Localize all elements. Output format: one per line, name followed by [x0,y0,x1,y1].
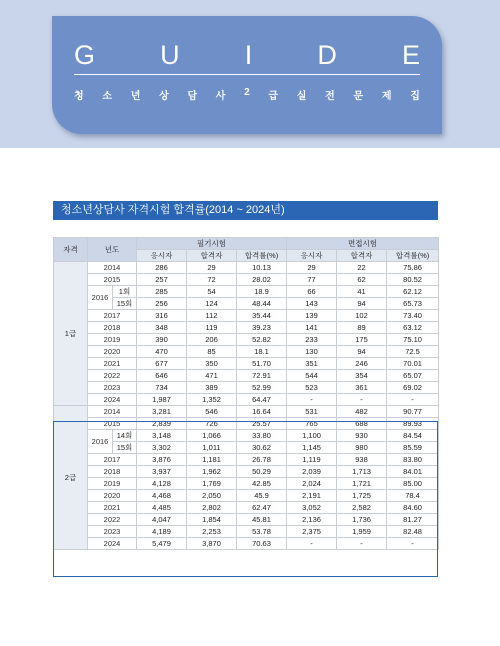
written-rate-cell: 45.81 [237,514,287,526]
written-rate-cell: 52.82 [237,334,287,346]
written-passers-cell: 72 [187,274,237,286]
table-row [54,538,439,550]
written-passers-cell: 1,011 [187,442,237,454]
table-row [54,358,439,370]
session-cell: 14회 [113,430,137,442]
year-cell: 2020 [88,346,137,358]
interview-rate-cell: 90.77 [387,406,439,418]
interview-rate-cell: 65.07 [387,370,439,382]
written-applicants-cell: 286 [137,262,187,274]
written-rate-cell: 10.13 [237,262,287,274]
title-letter: U [160,40,180,70]
interview-rate-cell: 75.86 [387,262,439,274]
table-row [54,346,439,358]
interview-applicants-cell: 130 [287,346,337,358]
subtitle-char: 소 [102,91,113,102]
written-applicants-cell: 5,479 [137,538,187,550]
interview-passers-cell: 1,713 [337,466,387,478]
interview-rate-cell: 72.5 [387,346,439,358]
written-rate-cell: 16.64 [237,406,287,418]
interview-passers-cell: 175 [337,334,387,346]
written-rate-cell: 72.91 [237,370,287,382]
written-passers-cell: 119 [187,322,237,334]
interview-passers-cell: 361 [337,382,387,394]
written-passers-cell: 1,352 [187,394,237,406]
written-applicants-cell: 3,302 [137,442,187,454]
table-row [54,406,439,418]
written-passers-cell: 350 [187,358,237,370]
header-interview: 면접시험 [287,238,439,250]
written-rate-cell: 35.44 [237,310,287,322]
header-interview-passers: 합격자 [337,250,387,262]
title-letter: I [244,40,253,70]
interview-passers-cell: - [337,394,387,406]
written-passers-cell: 112 [187,310,237,322]
session-cell: 15회 [113,298,137,310]
written-applicants-cell: 470 [137,346,187,358]
written-rate-cell: 53.78 [237,526,287,538]
interview-rate-cell: 81.27 [387,514,439,526]
year-cell: 2024 [88,394,137,406]
written-rate-cell: 18.1 [237,346,287,358]
interview-rate-cell: 84.60 [387,502,439,514]
session-cell: 15회 [113,442,137,454]
written-rate-cell: 28.02 [237,274,287,286]
interview-rate-cell: 84.01 [387,466,439,478]
written-applicants-cell: 734 [137,382,187,394]
interview-applicants-cell: 2,375 [287,526,337,538]
guide-title [74,40,420,71]
written-applicants-cell: 3,148 [137,430,187,442]
interview-passers-cell: 89 [337,322,387,334]
interview-applicants-cell: 3,052 [287,502,337,514]
header-year: 년도 [88,238,137,262]
header-written-applicants: 응시자 [137,250,187,262]
interview-applicants-cell: 233 [287,334,337,346]
year-cell: 2021 [88,358,137,370]
written-rate-cell: 51.70 [237,358,287,370]
written-passers-cell: 1,962 [187,466,237,478]
interview-applicants-cell: - [287,538,337,550]
year-cell: 2014 [88,262,137,274]
interview-passers-cell: 246 [337,358,387,370]
interview-rate-cell: 85.59 [387,442,439,454]
written-rate-cell: 42.85 [237,478,287,490]
subtitle-char: 전 [325,91,335,102]
subtitle-char: 문 [353,91,364,102]
year-cell: 2024 [88,538,137,550]
year-cell: 2018 [88,466,137,478]
interview-passers-cell: 2,582 [337,502,387,514]
table-row [54,274,439,286]
written-passers-cell: 2,253 [187,526,237,538]
interview-applicants-cell: 29 [287,262,337,274]
title-letter: E [401,40,420,70]
guide-subtitle [74,87,420,102]
table-row [54,502,439,514]
interview-passers-cell: 1,736 [337,514,387,526]
year-cell: 2023 [88,526,137,538]
written-applicants-cell: 4,189 [137,526,187,538]
year-cell: 2017 [88,454,137,466]
interview-rate-cell: 84.54 [387,430,439,442]
interview-applicants-cell: 2,191 [287,490,337,502]
header-interview-rate: 합격률(%) [387,250,439,262]
table-row [54,322,439,334]
subtitle-char: 집 [410,91,420,102]
year-cell: 2020 [88,490,137,502]
interview-applicants-cell: 1,145 [287,442,337,454]
interview-rate-cell: 80.52 [387,274,439,286]
written-passers-cell: 206 [187,334,237,346]
written-rate-cell: 52.99 [237,382,287,394]
year-cell: 2015 [88,274,137,286]
written-passers-cell: 85 [187,346,237,358]
subtitle-char: 급 [268,91,279,102]
title-letter: G [74,40,96,70]
year-cell: 2016 [88,286,113,310]
interview-passers-cell: 938 [337,454,387,466]
year-cell: 2014 [88,406,137,418]
written-passers-cell: 54 [187,286,237,298]
year-cell: 2019 [88,478,137,490]
written-passers-cell: 1,769 [187,478,237,490]
interview-passers-cell: 41 [337,286,387,298]
interview-applicants-cell: 143 [287,298,337,310]
written-applicants-cell: 4,468 [137,490,187,502]
interview-rate-cell: 75.10 [387,334,439,346]
interview-rate-cell: 63.12 [387,322,439,334]
written-applicants-cell: 3,281 [137,406,187,418]
interview-passers-cell: 1,959 [337,526,387,538]
year-cell: 2017 [88,310,137,322]
written-applicants-cell: 316 [137,310,187,322]
interview-rate-cell: 78.4 [387,490,439,502]
header-written-passers: 합격자 [187,250,237,262]
table-row [54,334,439,346]
subtitle-char: 상 [159,91,169,102]
written-applicants-cell: 3,876 [137,454,187,466]
interview-applicants-cell: 2,039 [287,466,337,478]
interview-passers-cell: 354 [337,370,387,382]
written-rate-cell: 39.23 [237,322,287,334]
interview-applicants-cell: 141 [287,322,337,334]
written-applicants-cell: 3,937 [137,466,187,478]
interview-passers-cell: - [337,538,387,550]
section-title: 청소년상담사 자격시험 합격률(2014 ~ 2024년) [53,201,438,220]
session-cell: 1회 [113,286,137,298]
interview-rate-cell: 73.40 [387,310,439,322]
written-rate-cell: 62.47 [237,502,287,514]
interview-passers-cell: 482 [337,406,387,418]
interview-rate-cell: 89.93 [387,418,439,430]
written-rate-cell: 18.9 [237,286,287,298]
interview-passers-cell: 1,721 [337,478,387,490]
interview-passers-cell: 1,725 [337,490,387,502]
table-row [54,514,439,526]
interview-passers-cell: 980 [337,442,387,454]
written-rate-cell: 64.47 [237,394,287,406]
interview-passers-cell: 930 [337,430,387,442]
interview-passers-cell: 102 [337,310,387,322]
subtitle-char: 제 [381,91,392,102]
table-row [54,430,439,442]
table-row [54,526,439,538]
year-cell: 2022 [88,514,137,526]
interview-rate-cell: 85.00 [387,478,439,490]
header-written-rate: 합격률(%) [237,250,287,262]
interview-applicants-cell: 77 [287,274,337,286]
interview-rate-cell: 62.12 [387,286,439,298]
table-row [54,394,439,406]
written-passers-cell: 726 [187,418,237,430]
written-applicants-cell: 4,485 [137,502,187,514]
year-cell: 2023 [88,382,137,394]
year-cell: 2015 [88,418,137,430]
interview-rate-cell: 69.02 [387,382,439,394]
written-rate-cell: 50.29 [237,466,287,478]
written-rate-cell: 45.9 [237,490,287,502]
interview-rate-cell: - [387,394,439,406]
table-body [54,262,439,550]
interview-rate-cell: 82.48 [387,526,439,538]
written-passers-cell: 471 [187,370,237,382]
interview-passers-cell: 94 [337,298,387,310]
interview-applicants-cell: 1,119 [287,454,337,466]
interview-applicants-cell: 66 [287,286,337,298]
interview-applicants-cell: 765 [287,418,337,430]
level-cell: 2급 [54,406,88,550]
table-row [54,466,439,478]
interview-passers-cell: 94 [337,346,387,358]
year-cell: 2019 [88,334,137,346]
written-passers-cell: 2,802 [187,502,237,514]
guide-banner [52,16,442,134]
written-applicants-cell: 348 [137,322,187,334]
written-rate-cell: 30.62 [237,442,287,454]
year-cell: 2018 [88,322,137,334]
table-row [54,418,439,430]
year-cell: 2021 [88,502,137,514]
interview-applicants-cell: 139 [287,310,337,322]
table-row [54,286,439,298]
interview-rate-cell: 65.73 [387,298,439,310]
subtitle-char: 실 [296,91,307,102]
written-applicants-cell: 257 [137,274,187,286]
banner-divider [74,74,420,75]
written-passers-cell: 1,066 [187,430,237,442]
header-qualification: 자격 [54,238,88,262]
table-row [54,490,439,502]
year-cell: 2022 [88,370,137,382]
title-letter: D [317,40,337,70]
subtitle-char: 2 [244,87,250,98]
written-rate-cell: 25.57 [237,418,287,430]
table-row [54,310,439,322]
written-passers-cell: 29 [187,262,237,274]
year-cell: 2016 [88,430,113,454]
header-interview-applicants: 응시자 [287,250,337,262]
table-row [54,262,439,274]
written-applicants-cell: 4,047 [137,514,187,526]
written-passers-cell: 124 [187,298,237,310]
interview-applicants-cell: 523 [287,382,337,394]
interview-applicants-cell: - [287,394,337,406]
interview-applicants-cell: 351 [287,358,337,370]
interview-applicants-cell: 531 [287,406,337,418]
written-rate-cell: 26.78 [237,454,287,466]
table-row [54,454,439,466]
pass-rate-table [53,237,439,550]
written-applicants-cell: 390 [137,334,187,346]
written-passers-cell: 1,181 [187,454,237,466]
written-passers-cell: 546 [187,406,237,418]
table-row [54,382,439,394]
interview-applicants-cell: 544 [287,370,337,382]
subtitle-char: 사 [215,91,226,102]
subtitle-char: 년 [130,91,141,102]
interview-passers-cell: 688 [337,418,387,430]
written-rate-cell: 48.44 [237,298,287,310]
written-applicants-cell: 256 [137,298,187,310]
subtitle-char: 담 [187,91,198,102]
written-rate-cell: 70.63 [237,538,287,550]
written-applicants-cell: 2,839 [137,418,187,430]
interview-applicants-cell: 2,136 [287,514,337,526]
interview-passers-cell: 22 [337,262,387,274]
subtitle-char: 청 [74,91,84,102]
written-passers-cell: 3,870 [187,538,237,550]
written-applicants-cell: 285 [137,286,187,298]
interview-passers-cell: 62 [337,274,387,286]
interview-rate-cell: 83.80 [387,454,439,466]
written-passers-cell: 1,854 [187,514,237,526]
interview-applicants-cell: 2,024 [287,478,337,490]
interview-applicants-cell: 1,100 [287,430,337,442]
interview-rate-cell: 70.01 [387,358,439,370]
written-rate-cell: 33.80 [237,430,287,442]
table-row [54,370,439,382]
written-passers-cell: 389 [187,382,237,394]
written-applicants-cell: 1,987 [137,394,187,406]
written-applicants-cell: 677 [137,358,187,370]
table-row [54,478,439,490]
header-written: 필기시험 [137,238,287,250]
written-applicants-cell: 4,128 [137,478,187,490]
written-passers-cell: 2,050 [187,490,237,502]
interview-rate-cell: - [387,538,439,550]
written-applicants-cell: 646 [137,370,187,382]
level-cell: 1급 [54,262,88,406]
